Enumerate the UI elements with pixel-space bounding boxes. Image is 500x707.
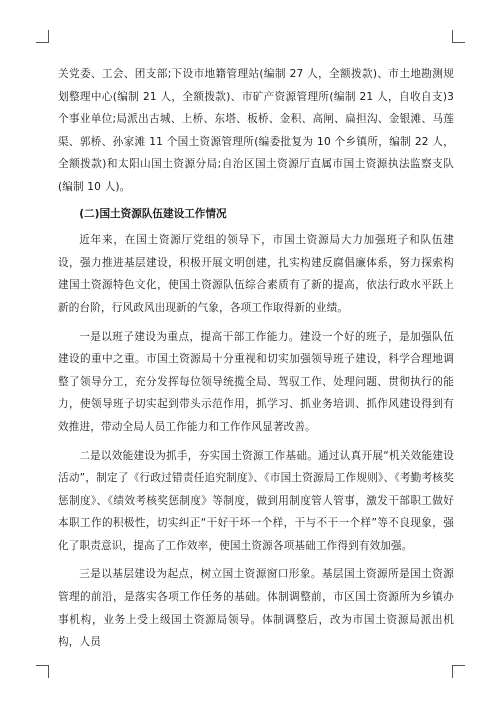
paragraph-efficiency: 二是以效能建设为抓手，夯实国土资源工作基础。通过认真开展“机关效能建设活动”，制定了《行政过错责任追究制度》、《市国土资源局工作规则》、《考勤考核奖惩制度》、《绩效考核奖惩制度》等制度，做到用制度管人管事，激发干部职工做好本职工作的积极性，切实纠正“干好干坏一个样，干与不干一个样”等不良现象，强化了职责意识，提高了工作效率，使国土资源各项基础工作得到有效加强。 [58, 449, 454, 552]
crop-mark-bottom-right [452, 665, 465, 678]
crop-mark-bottom-left [36, 665, 49, 678]
section-heading-team-building: (二)国土资源队伍建设工作情况 [79, 207, 227, 220]
paragraph-overview: 近年来，在国土资源厅党组的领导下，市国土资源局大力加强班子和队伍建设，强力推进基层建设，积极开展文明创建，扎实构建反腐倡廉体系，努力探索构建国土资源特色文化，使国土资源队伍综合素质有了新的提高，依法行政水平跃上新的台阶，行风政风出现新的气象，各项工作取得新的业绩。 [58, 234, 454, 314]
paragraph-org-structure: 关党委、工会、团支部;下设市地籍管理站(编制 27 人，全额拨款)、市土地勘测规划整理中心(编制 21 人，全额拨款)、市矿产资源管理所(编制 21 人，自收自支)3 个事业单位;局派出古城、上桥、东塔、板桥、金积、高闸、扁担沟、金银滩、马莲渠、郭桥、孙家滩 11 个国土资源管理所(编委批复为 10 个乡镇所，编制 22 人，全额拨款)和太阳山国土资源分局;自治区国土资源厅直属市国土资源执法监察支队(编制 10 人)。 [58, 68, 454, 193]
crop-mark-top-right [452, 30, 465, 43]
document-body [58, 63, 454, 654]
paragraph-leadership: 一是以班子建设为重点，提高干部工作能力。建设一个好的班子，是加强队伍建设的重中之重。市国土资源局十分重视和切实加强领导班子建设，科学合理地调整了领导分工，充分发挥每位领导统揽全局、驾驭工作、处理问题、贯彻执行的能力，使领导班子切实起到带头示范作用，抓学习、抓业务培训、抓作风建设得到有效推进，带动全局人员工作能力和工作作风显著改善。 [58, 330, 454, 433]
paragraph-grassroots: 三是以基层建设为起点，树立国土资源窗口形象。基层国土资源所是国土资源管理的前沿，是落实各项工作任务的基础。体制调整前，市区国土资源所为乡镇办事机构，业务上受上级国土资源局领导。体制调整后，改为市国土资源局派出机构，人员 [58, 568, 454, 649]
crop-mark-top-left [36, 30, 49, 43]
